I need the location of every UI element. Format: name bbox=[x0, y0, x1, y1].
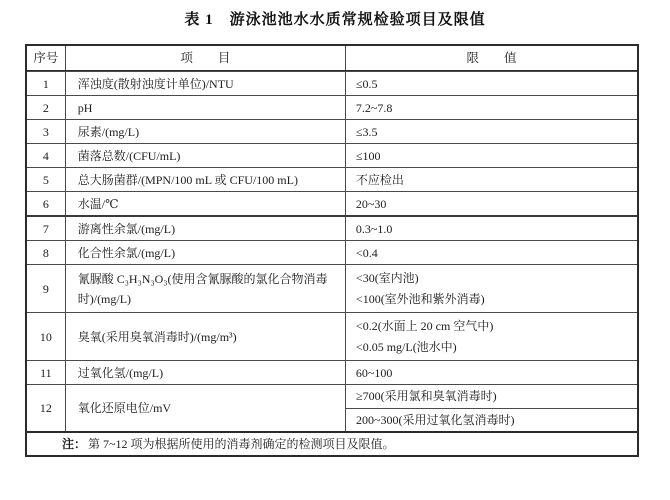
limit-cell bbox=[345, 385, 637, 431]
table-header-row bbox=[27, 46, 637, 71]
limit-line: <30(室内池) bbox=[355, 270, 419, 285]
row-number: 8 bbox=[42, 245, 49, 260]
water-quality-table bbox=[25, 44, 639, 457]
item-cell: 水温/℃ bbox=[65, 192, 345, 215]
table-note-row bbox=[27, 431, 637, 455]
limit-cell: 不应检出 bbox=[345, 168, 637, 191]
item-cell: 过氧化氢/(mg/L) bbox=[65, 361, 345, 384]
item-cell: 臭氧(采用臭氧消毒时)/(mg/m³) bbox=[65, 313, 345, 360]
limit-subcell: 200~300(采用过氧化氢消毒时) bbox=[346, 408, 637, 432]
limit-cell: 60~100 bbox=[345, 361, 637, 384]
item-cell: 菌落总数/(CFU/mL) bbox=[65, 144, 345, 167]
item-cell: pH bbox=[65, 96, 345, 119]
limit-line: <100(室外池和紫外消毒) bbox=[355, 291, 485, 306]
table-row-9 bbox=[27, 264, 637, 312]
table-row-4 bbox=[27, 143, 637, 167]
row-number: 7 bbox=[42, 221, 49, 236]
item-cell: 浑浊度(散射浊度计单位)/NTU bbox=[65, 72, 345, 95]
table-row-6 bbox=[27, 191, 637, 215]
limit-cell: ≤3.5 bbox=[345, 120, 637, 143]
limit-cell: 0.3~1.0 bbox=[345, 217, 637, 240]
item-cell: 化合性余氯/(mg/L) bbox=[65, 241, 345, 264]
column-header-no: 序号 bbox=[33, 51, 59, 65]
item-cell: 尿素/(mg/L) bbox=[65, 120, 345, 143]
row-number: 6 bbox=[42, 196, 49, 211]
table-row-7 bbox=[27, 215, 637, 240]
row-number: 4 bbox=[42, 148, 49, 163]
row-number: 12 bbox=[39, 401, 52, 415]
limit-line: <0.05 mg/L(池水中) bbox=[355, 339, 457, 354]
row-number: 1 bbox=[42, 76, 49, 91]
table-note bbox=[27, 433, 637, 455]
item-cell: 总大肠菌群/(MPN/100 mL 或 CFU/100 mL) bbox=[65, 168, 345, 191]
note-text: 第 7~12 项为根据所使用的消毒剂确定的检测项目及限值。 bbox=[88, 437, 395, 451]
row-number: 11 bbox=[40, 365, 52, 380]
row-number: 5 bbox=[42, 172, 49, 187]
limit-cell: ≤100 bbox=[345, 144, 637, 167]
item-cell: 游离性余氯/(mg/L) bbox=[65, 217, 345, 240]
table-row-2 bbox=[27, 95, 637, 119]
item-cell: 氰脲酸 C₃H₃N₃O₃(使用含氰脲酸的氯化合物消毒时)/(mg/L) bbox=[65, 265, 345, 312]
table-row-11 bbox=[27, 360, 637, 384]
table-row-5 bbox=[27, 167, 637, 191]
table-title: 表 1 游泳池池水水质常规检验项目及限值 bbox=[184, 12, 486, 28]
limit-cell bbox=[345, 313, 637, 360]
row-number: 10 bbox=[39, 329, 52, 344]
row-number: 2 bbox=[42, 100, 49, 115]
table-row-1 bbox=[27, 71, 637, 95]
table-row-8 bbox=[27, 240, 637, 264]
column-header-item: 项 目 bbox=[65, 46, 345, 70]
column-header-limit: 限 值 bbox=[345, 46, 637, 70]
table-row-10 bbox=[27, 312, 637, 360]
note-prefix: 注： bbox=[62, 437, 87, 451]
limit-cell bbox=[345, 265, 637, 312]
table-row-3 bbox=[27, 119, 637, 143]
limit-line: <0.2(水面上 20 cm 空气中) bbox=[355, 318, 494, 333]
limit-cell: 7.2~7.8 bbox=[345, 96, 637, 119]
row-number: 3 bbox=[42, 124, 49, 139]
limit-cell: <0.4 bbox=[345, 241, 637, 264]
limit-cell: 20~30 bbox=[345, 192, 637, 215]
row-number: 9 bbox=[42, 281, 49, 296]
table-row-12 bbox=[27, 384, 637, 431]
limit-subcell: ≥700(采用氯和臭氧消毒时) bbox=[355, 389, 497, 404]
item-cell: 氧化还原电位/mV bbox=[65, 385, 345, 431]
limit-cell: ≤0.5 bbox=[345, 72, 637, 95]
